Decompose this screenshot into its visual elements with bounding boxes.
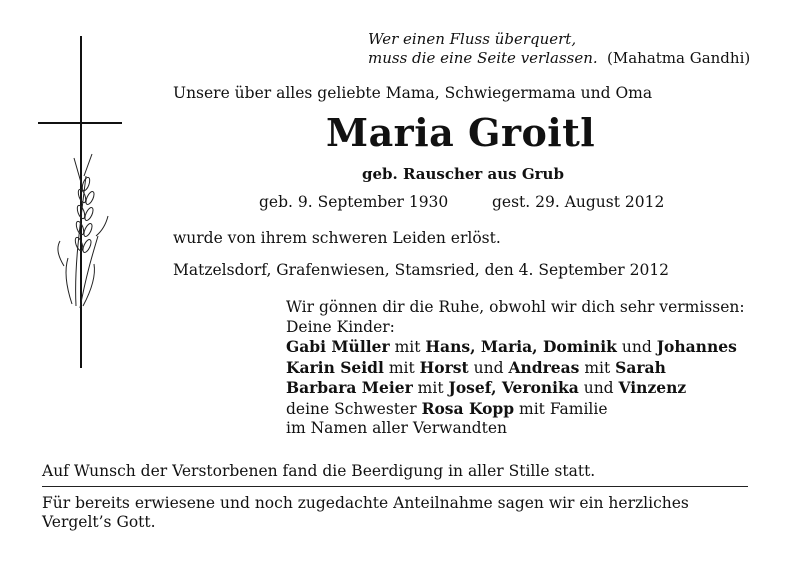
connector: mit [579,358,616,377]
connector: mit [412,379,449,397]
deceased-name: Maria Groitl [326,110,596,155]
divider [42,486,748,487]
mourner-row [286,358,745,379]
place-date: Matzelsdorf, Grafenwiesen, Stamsried, den 4. September 2012 [173,261,670,279]
mourner-name: Sarah [615,357,666,377]
mourner-row [286,337,745,358]
death-date: gest. 29. August 2012 [492,193,665,211]
mourner-name: Gabi Müller [286,337,390,356]
released-text: wurde von ihrem schweren Leiden erlöst. [173,229,501,247]
birth-name: geb. Rauscher aus Grub [362,165,564,183]
burial-note: Auf Wunsch der Verstorbenen fand die Beerdigung in aller Stille statt. [42,462,596,480]
mourner-row [286,399,745,420]
quote [368,30,751,68]
quote-line-1: Wer einen Fluss überquert, [368,30,577,48]
thanks-text: Für bereits erwiesene und noch zugedachte Anteilnahme sagen wir ein herzliches Vergelt’s Gott. [42,494,689,531]
relatives-line: im Namen aller Verwandten [286,419,507,437]
intro-text: Unsere über alles geliebte Mama, Schwiegermama und Oma [173,84,653,102]
mourner-name: Andreas [508,357,580,377]
connector: mit [383,358,420,377]
cross-with-wheat-icon [36,36,126,370]
mourner-name: Hans, Maria, Dominik [425,337,617,356]
mourner-name: Karin Seidl [286,357,384,377]
connector: und [468,358,509,377]
life-dates [259,193,665,211]
quote-author: (Mahatma Gandhi) [607,49,751,67]
children-label: Deine Kinder: [286,317,395,336]
mourner-name: Rosa Kopp [421,398,515,418]
mourner-name: Josef, Veronika [448,378,579,397]
mourner-name: Barbara Meier [286,378,413,397]
mourner-name: Johannes [656,337,737,356]
quote-line-2: muss die eine Seite verlassen. [368,49,598,67]
connector: mit [389,338,426,356]
mourners-block [286,298,745,439]
mourner-name: Vinzenz [618,378,687,397]
connector: deine Schwester [286,399,422,418]
mourner-name: Horst [419,357,469,377]
connector: und [578,379,619,397]
mourner-row [286,378,745,399]
motto: Wir gönnen dir die Ruhe, obwohl wir dich sehr vermissen: [286,298,745,316]
birth-date: geb. 9. September 1930 [259,193,449,211]
connector: und [616,338,657,356]
connector: mit Familie [514,399,608,418]
